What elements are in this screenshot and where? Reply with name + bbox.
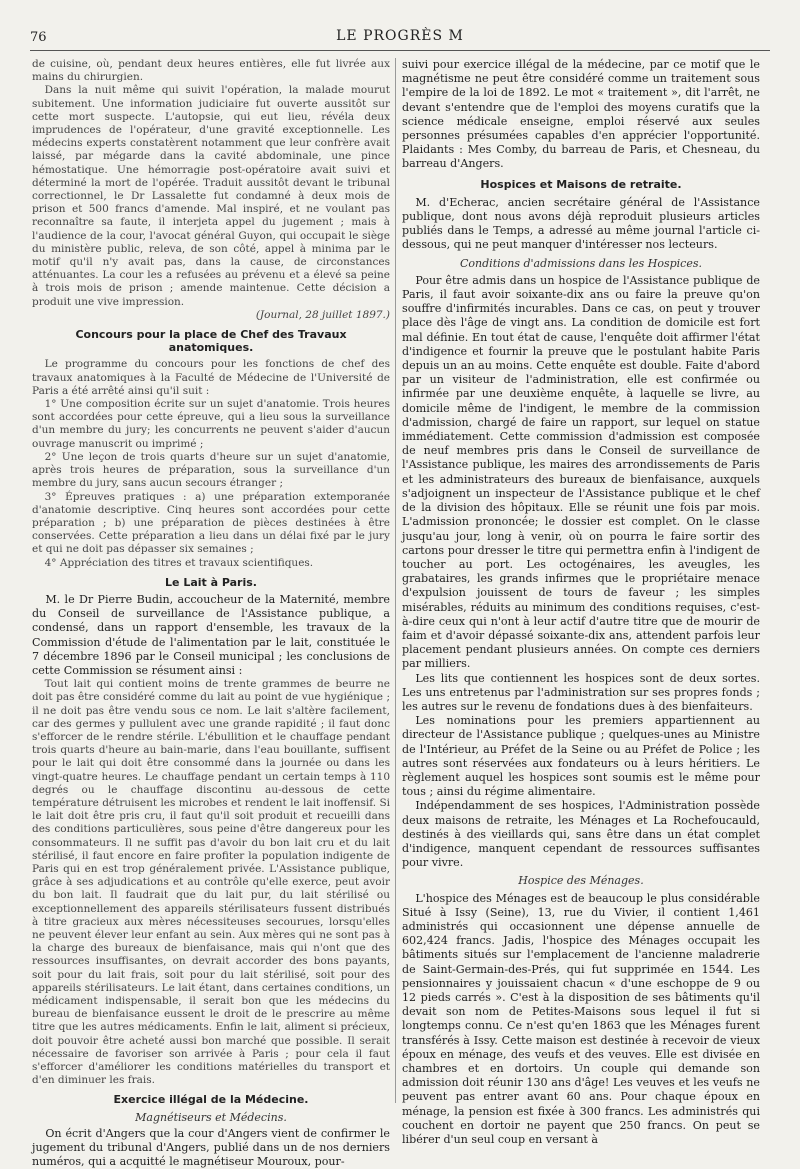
column-separator [395, 58, 396, 1103]
lait-body: Tout lait qui contient moins de trente grammes de beurre ne doit pas être considéré comme du lait au point de vue hygiénique ; il ne doit pas être vendu sous ce nom. Le lait s'altère facilement, car des germes y pullulent avec une grande rapidité ; il faut donc s'efforcer de le rendre stérile. L'ébullition et le chauffage pendant trois quarts d'heure au bain-marie, dans l'eau bouillante, suffisent pour le lait qui doit être consommé dans la journée ou dans les vingt-quatre heures. Le chauffage pendant un certain temps à 110 degrés ou le chauffage discontinu au-dessous de cette température détruisent les microbes et rendent le lait inoffensif. Si le lait doit être pris cru, il faut qu'il soit produit et recueilli dans des conditions particulières, sous peine d'être dangereux pour les consommateurs. Il ne suffit pas d'avoir du bon lait cru et du lait stérilisé, il faut encore en faire profiter la population indigente de Paris qui en est trop généralement privée. L'Assistance publique, grâce à ses adjudications et au contrôle qu'elle exerce, peut avoir du bon lait. Il faudrait que du lait pur, du lait stérilisé ou exceptionnellement des appareils stérilisateurs fussent distribués à titre gracieux aux mères nécessiteuses secourues, lorsqu'elles ne peuvent élever leur enfant au sein. Aux mères qui ne sont pas à la charge des bureaux de bienfaisance, mais qui n'ont que des ressources insuffisantes, on devrait accorder des bons payants, soit pour du lait frais, soit pour du lait stérilisé, soit pour des appareils stérilisateurs. Le lait étant, dans certaines conditions, un médicament indispensable, il serait bon que les médecins du bureau de bienfaisance eussent le droit de le prescrire au même titre que les autres médicaments. Enfin le lait, aliment si précieux, doit pouvoir être acheté aussi bon marché que possible. Il serait nécessaire de favoriser son arrivée à Paris ; pour cela il faut s'efforcer d'améliorer les conditions matérielles du transport et d'en diminuer les frais. [32, 678, 390, 1087]
article-paragraph: Dans la nuit même qui suivit l'opération, la malade mourut subitement. Une information judiciaire fut ouverte aussitôt sur cette mort suspecte. L'autopsie, qui eut lieu, révéla deux imprudences de l'opérateur, d'une gravité exceptionnelle. Les médecins experts constatèrent notamment que leur confrère avait laissé, par mégarde dans la cavité abdominale, une pince hémostatique. Une hémorragie post-opératoire avait suivi et déterminé la mort de l'opérée. Traduit aussitôt devant le tribunal correctionnel, le Dr Lassalette fut condamné à deux mois de prison et 500 francs d'amende. Mal inspiré, et ne voulant pas reconnaître sa faute, il interjeta appel du jugement ; mais à l'audience de la cour, l'avocat général Guyon, qui occupait le siège du ministère public, releva, de son côté, appel à minima par le motif qu'il n'y avait pas, dans la cause, de circonstances atténuantes. La cour les a refusées au prévenu et a élevé sa peine à trois mois de prison ; amende maintenue. Cette décision a produit une vive impression. [32, 84, 390, 308]
conditions-paragraph: Indépendamment de ses hospices, l'Administration possède deux maisons de retraite, les Ménages et La Rochefoucauld, destinés à des vieillards qui, sans être dans un état complet d'indigence, manquent cependant de ressources suffisantes pour vivre. [402, 799, 760, 870]
continued-paragraph: suivi pour exercice illégal de la médecine, par ce motif que le magnétisme ne peut être considéré comme un traitement sous l'empire de la loi de 1892. Le mot « traitement », dit l'arrêt, ne devant s'entendre que de l'emploi des moyens curatifs que la science médicale enseigne, emploi réservé aux seules personnes présumées capables d'en apprécier l'opportunité. Plaidants : Mes Comby, du barreau de Paris, et Chesneau, du barreau d'Angers. [402, 58, 760, 171]
continued-paragraph: de cuisine, où, pendant deux heures entières, elle fut livrée aux mains du chirurgien. [32, 58, 390, 84]
section-heading-exercice: Exercice illégal de la Médecine. [113, 1093, 309, 1107]
concours-item: 4° Appréciation des titres et travaux scientifiques. [44, 556, 314, 569]
section-heading-concours: Concours pour la place de Chef des Travaux anatomiques. [75, 328, 347, 355]
section-subheading-magnetiseurs: Magnétiseurs et Médecins. [135, 1110, 287, 1124]
conditions-paragraph: Pour être admis dans un hospice de l'Assistance publique de Paris, il faut avoir soixante-dix ans ou faire la preuve qu'on souffre d'infirmités incurables. Dans ce cas, on peut y trouver place dès l'âge de vingt ans. La condition de domicile est fort mal définie. En tout état de cause, l'enquête doit affirmer l'état d'indigence et fournir la preuve que le postulant habite Paris depuis un an au moins. Cette enquête est double. Faite d'abord par un visiteur de l'administration, elle est confirmée ou infirmée par une deuxième enquête, à laquelle se livre, au domicile même de l'indigent, le membre de la commission d'admission, chargé de faire un rapport, sur lequel on statue immédiatement. Cette commission d'admission est composée de neuf membres pris dans le Conseil de surveillance de l'Assistance publique, les maires des arrondissements de Paris et les administrateurs des bureaux de bienfaisance, auxquels s'adjoignent un inspecteur de l'Assistance publique et le chef de la division des hôpitaux. Elle se réunit une fois par mois. L'admission prononcée; le dossier est complet. On le classe jusqu'au jour, long à venir, où on pourra le faire sortir des cartons pour dresser le titre qui permettra enfin à l'indigent de toucher au port. Les octogénaires, les aveugles, les grabataires, les grands infirmes que le propriétaire menace d'expulsion jouissent de tours de faveur ; les simples misérables, réduits au minimum des conditions requises, c'est-à-dire ceux qui n'ont à leur actif d'autre titre que de mourir de faim et d'avoir dépassé soixante-dix ans, attendent parfois leur placement pendant plusieurs années. On compte ces derniers par milliers. [402, 273, 760, 671]
lait-intro: M. le Dr Pierre Budin, accoucheur de la Maternité, membre du Conseil de surveillance de l'Assistance publique, a condensé, dans un rapport d'ensemble, les travaux de la Commission d'étude de l'alimentation par le lait, constituée le 7 décembre 1896 par le Conseil municipal ; les conclusions de cette Commission se résument ainsi : [32, 592, 390, 677]
section-heading-lait: Le Lait à Paris. [165, 575, 257, 589]
page-header [30, 26, 770, 48]
left-column [32, 58, 390, 1169]
article-source: (Journal, 28 juillet 1897.) [255, 308, 390, 321]
concours-item: 2° Une leçon de trois quarts d'heure sur un sujet d'anatomie, après trois heures de préparation, sous la surveillance d'un membre du jury, sans aucun secours étranger ; [32, 450, 390, 490]
page-number: 76 [30, 30, 47, 45]
section-subheading-menages: Hospice des Ménages. [518, 874, 644, 888]
menages-paragraph: L'hospice des Ménages est de beaucoup le plus considérable Situé à Issy (Seine), 13, rue du Vivier, il contient 1,461 administrés qui occasionnent une dépense annuelle de 602,424 francs. Jadis, l'hospice des Ménages occupait les bâtiments situés sur l'emplacement de l'ancienne maladrerie de Saint-Germain-des-Prés, qui fut supprimée en 1544. Les pensionnaires y jouissaient chacun « d'une eschoppe de 9 ou 12 pieds carrés ». C'est à la disposition de ses bâtiments qu'il devait son nom de Petites-Maisons sous lequel il fut si longtemps connu. Ce n'est qu'en 1863 que les Ménages furent transférés à Issy. Cette maison est destinée à recevoir de vieux époux en ménage, des veufs et des veuves. Elle est divisée en chambres et en dortoirs. Un couple qui demande son admission doit réunir 130 ans d'âge! Les veuves et les veufs ne peuvent pas entrer avant 60 ans. Pour chaque époux en ménage, la pension est fixée à 300 francs. Les administrés qui couchent en dortoir ne payent que 250 francs. On peut se libérer d'un seul coup en versant à [402, 891, 760, 1147]
header-rule [30, 50, 770, 51]
exercice-paragraph: On écrit d'Angers que la cour d'Angers vient de confirmer le jugement du tribunal d'Angers, publié dans un de nos derniers numéros, qui a acquitté le magnétiseur Mouroux, pour- [32, 1126, 390, 1169]
conditions-paragraph: Les lits que contiennent les hospices sont de deux sortes. Les uns entretenus par l'administration sur ses propres fonds ; les autres sur le revenu de fondations dues à des bienfaiteurs. [402, 671, 760, 713]
hospices-intro: M. d'Echerac, ancien secrétaire général de l'Assistance publique, dont nous avons déjà reproduit plusieurs articles publiés dans le Temps, a adressé au même journal l'article ci-dessous, qui ne peut manquer d'intéresser nos lecteurs. [402, 195, 760, 252]
concours-item: 1° Une composition écrite sur un sujet d'anatomie. Trois heures sont accordées pour cette épreuve, qui a lieu sous la surveillance d'un membre du jury; les concurrents ne peuvent s'aider d'aucun ouvrage manuscrit ou imprimé ; [32, 398, 390, 450]
running-title: LE PROGRÈS M [336, 28, 464, 44]
concours-item: 3° Épreuves pratiques : a) une préparation extemporanée d'anatomie descriptive. Cinq heures sont accordées pour cette préparation ; b) une préparation de pièces destinées à être conservées. Cette préparation a lieu dans un délai fixé par le jury et qui ne doit pas dépasser six semaines ; [32, 490, 390, 556]
section-subheading-conditions: Conditions d'admissions dans les Hospices. [460, 256, 702, 270]
right-column [402, 58, 760, 1147]
conditions-paragraph: Les nominations pour les premiers appartiennent au directeur de l'Assistance publique ; quelques-unes au Ministre de l'Intérieur, au Préfet de la Seine ou au Préfet de Police ; les autres sont réservées aux fondateurs ou à leurs héritiers. Le règlement auquel les hospices sont soumis est le même pour tous ; ainsi du régime alimentaire. [402, 714, 760, 799]
section-heading-hospices: Hospices et Maisons de retraite. [480, 177, 682, 191]
concours-intro: Le programme du concours pour les fonctions de chef des travaux anatomiques à la Faculté de Médecine de l'Université de Paris a été arrêté ainsi qu'il suit : [32, 358, 390, 397]
